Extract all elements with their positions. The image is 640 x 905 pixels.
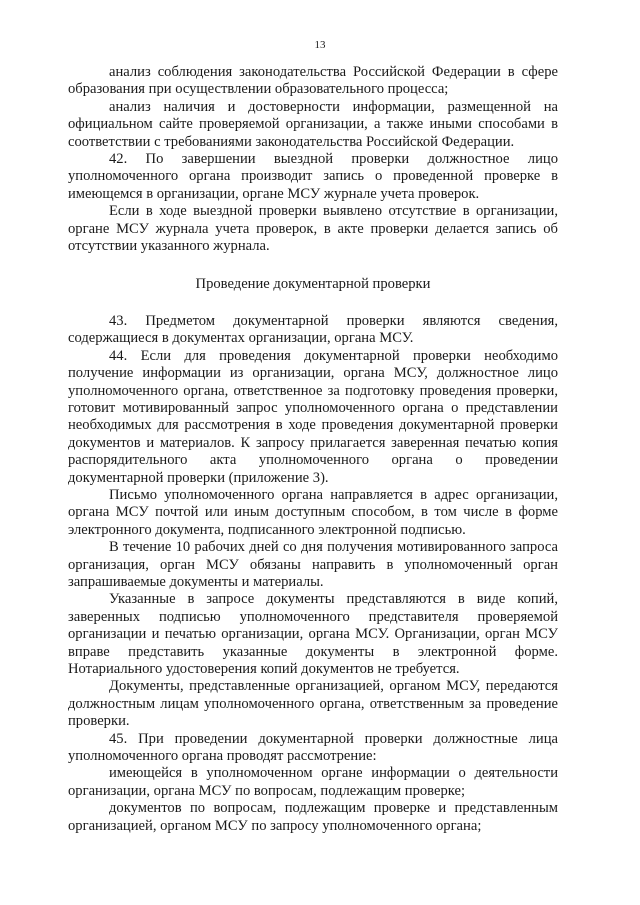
paragraph-document-copies: Указанные в запросе документы представляются в виде копий, заверенных подписью уполномоченного представителя проверяемой организации и печатью организации, органа МСУ. Организации, орган МСУ вправе представить указанные документы в электронной форме. Нотариального удостоверения копий документов не требуется. (68, 591, 558, 677)
paragraph-documents-transfer: Документы, представленные организацией, органом МСУ, передаются должностным лицам уполномоченного органа, ответственным за проведение проверки. (68, 678, 558, 730)
paragraph-ten-days: В течение 10 рабочих дней со дня получения мотивированного запроса организация, орган МСУ обязаны направить в уполномоченный орган запрашиваемые документы и материалы. (68, 539, 558, 590)
paragraph-item-44: 44. Если для проведения документарной проверки необходимо получение информации из организации, органа МСУ, должностное лицо уполномоченного органа, ответственное за подготовку проведения проверки, готовит мотивированный запрос уполномоченного органа о представлении необходимых для рассмотрения в ходе проведения документарной проверки документов и материалов. К запросу прилагается заверенная печатью копия распорядительного акта уполномоченного органа о проведении документарной проверки (приложение 3). (68, 347, 558, 486)
paragraph-analysis-legislation: анализ соблюдения законодательства Российской Федерации в сфере образования при осуществлении образовательного процесса; (68, 64, 558, 98)
paragraph-letter-delivery: Письмо уполномоченного органа направляется в адрес организации, органа МСУ почтой или иным доступным способом, в том числе в форме электронного документа, подписанного электронной подписью. (68, 486, 558, 538)
paragraph-missing-journal: Если в ходе выездной проверки выявлено отсутствие в организации, органе МСУ журнала учета проверок, в акте проверки делается запись об отсутствии указанного журнала. (68, 203, 558, 255)
paragraph-analysis-website-info: анализ наличия и достоверности информации, размещенной на официальном сайте проверяемой организации, а также иными способами в соответствии с требованиями законодательства Российской Федерации. (68, 98, 558, 150)
paragraph-item-45: 45. При проведении документарной проверки должностные лица уполномоченного органа проводят рассмотрение: (68, 730, 558, 765)
document-body (68, 64, 558, 835)
paragraph-item-43: 43. Предметом документарной проверки являются сведения, содержащиеся в документах организации, органа МСУ. (68, 312, 558, 347)
section-heading: Проведение документарной проверки (195, 276, 431, 293)
paragraph-info-review: имеющейся в уполномоченном органе информации о деятельности организации, органа МСУ по вопросам, подлежащим проверке; (68, 765, 558, 799)
page-number: 13 (314, 39, 326, 51)
paragraph-documents-review: документов по вопросам, подлежащим проверке и представленным организацией, органом МСУ по запросу уполномоченного органа; (68, 800, 558, 834)
paragraph-item-42: 42. По завершении выездной проверки должностное лицо уполномоченного органа производит запись о проведенной проверке в имеющемся в организации, органе МСУ журнале учета проверок. (68, 151, 558, 202)
